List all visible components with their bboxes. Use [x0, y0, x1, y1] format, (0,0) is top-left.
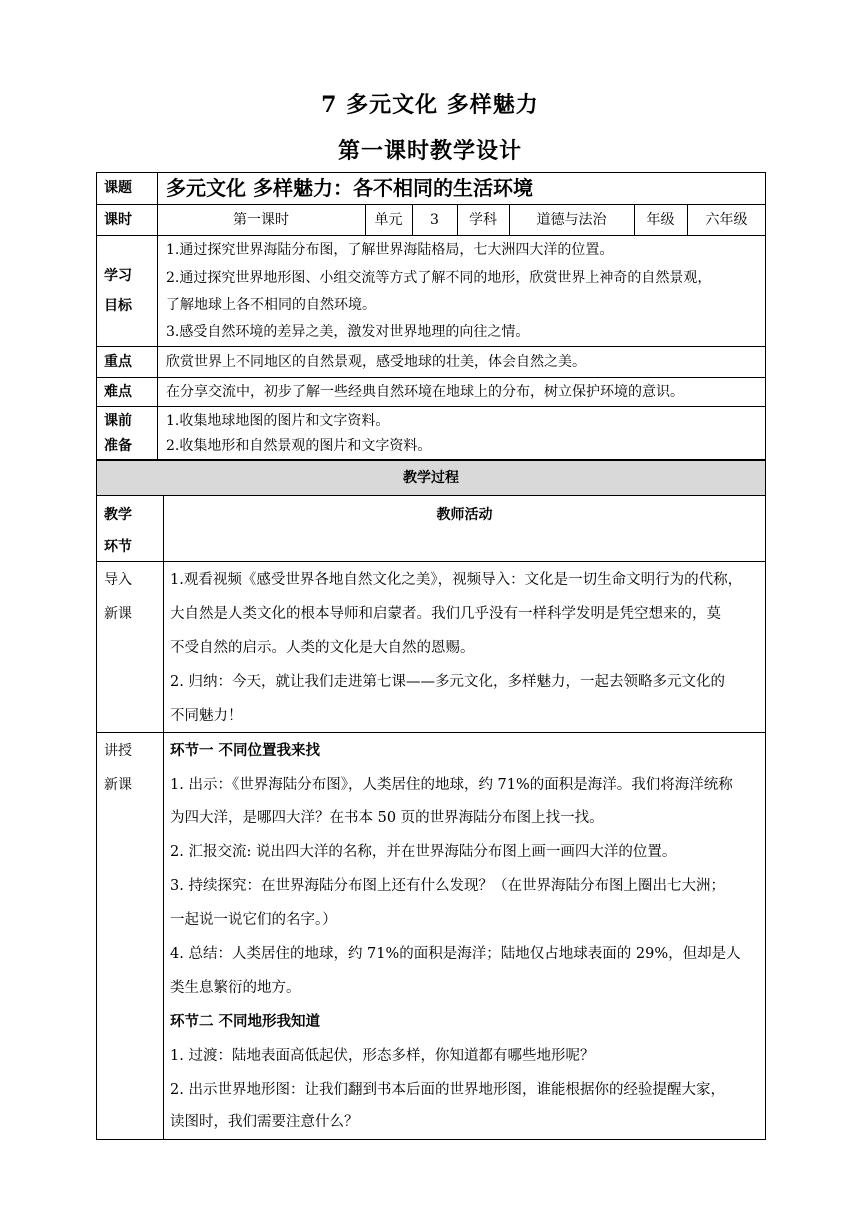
intro-line-4: 2. 归纳：今天，就让我们走进第七课——多元文化，多样魅力，一起去领略多元文化的 [170, 674, 725, 690]
intro-line-2: 大自然是人类文化的根本导师和启蒙者。我们几乎没有一样科学发明是凭空想来的，莫 [170, 606, 721, 622]
topic-label: 课题 [104, 180, 132, 196]
difficulty-label: 难点 [104, 384, 132, 400]
section1-title: 环节一 不同位置我来找 [170, 742, 321, 759]
goals-label-line2: 目标 [104, 298, 132, 314]
process-table [96, 460, 766, 1140]
section1-line-4: 3. 持续探究：在世界海陆分布图上还有什么发现？（在世界海陆分布图上圈出七大洲； [170, 878, 725, 894]
section2-line-3: 读图时，我们需要注意什么？ [170, 1114, 359, 1130]
key-value: 欣赏世界上不同地区的自然景观，感受地球的壮美，体会自然之美。 [166, 354, 586, 370]
section1-line-5: 一起说一说它们的名字。） [170, 912, 337, 928]
document-title: 7 多元文化 多样魅力 [321, 92, 539, 118]
period-label: 课时 [104, 212, 132, 228]
section1-line-1: 1. 出示：《世界海陆分布图》，人类居住的地球，约 71%的面积是海洋。我们将海洋统称 [170, 777, 733, 793]
grade-value: 六年级 [705, 212, 748, 228]
goal-item-2-cont: 了解地球上各不相同的自然环境。 [166, 297, 376, 313]
teach-label-line2: 新课 [104, 777, 132, 793]
document-subtitle: 第一课时教学设计 [337, 138, 522, 164]
goal-item-3: 3.感受自然环境的差异之美，激发对世界地理的向往之情。 [166, 324, 530, 340]
topic-value: 多元文化 多样魅力：各不相同的生活环境 [166, 176, 533, 200]
section1-line-6: 4. 总结：人类居住的地球，约 71%的面积是海洋；陆地仅占地球表面的 29%，但却是人 [170, 946, 741, 962]
grade-label: 年级 [646, 212, 675, 228]
prep-item-1: 1.收集地球地图的图片和文字资料。 [166, 413, 390, 429]
col-stage-line1: 教学 [104, 507, 132, 523]
goals-label-line1: 学习 [104, 268, 132, 284]
difficulty-value: 在分享交流中，初步了解一些经典自然环境在地球上的分布，树立保护环境的意识。 [166, 384, 684, 400]
goal-item-1: 1.通过探究世界海陆分布图，了解世界海陆格局，七大洲四大洋的位置。 [166, 242, 614, 258]
prep-item-2: 2.收集地形和自然景观的图片和文字资料。 [166, 438, 432, 454]
section2-title: 环节二 不同地形我知道 [170, 1013, 321, 1030]
intro-line-1: 1.观看视频《感受世界各地自然文化之美》，视频导入：文化是一切生命文明行为的代称， [170, 572, 743, 588]
intro-label-line1: 导入 [104, 572, 132, 588]
prep-label-line2: 准备 [104, 438, 132, 454]
intro-line-5: 不同魅力！ [170, 708, 243, 724]
key-label: 重点 [104, 354, 132, 370]
teach-label-line1: 讲授 [104, 743, 132, 759]
period-value: 第一课时 [233, 212, 289, 228]
intro-line-3: 不受自然的启示。人类的文化是大自然的恩赐。 [170, 640, 475, 656]
process-header: 教学过程 [403, 470, 459, 486]
intro-label-line2: 新课 [104, 606, 132, 622]
goal-item-2: 2.通过探究世界地形图、小组交流等方式了解不同的地形，欣赏世界上神奇的自然景观， [166, 270, 712, 286]
unit-label: 单元 [374, 212, 403, 228]
unit-value: 3 [430, 212, 439, 228]
section2-line-1: 1. 过渡：陆地表面高低起伏，形态多样，你知道都有哪些地形呢？ [170, 1048, 595, 1064]
section1-line-2: 为四大洋，是哪四大洋？在书本 50 页的世界海陆分布图上找一找。 [170, 810, 604, 826]
subject-label: 学科 [469, 212, 497, 228]
col-teacher: 教师活动 [436, 507, 493, 523]
col-stage-line2: 环节 [104, 539, 132, 555]
prep-label-line1: 课前 [104, 413, 132, 429]
section2-line-2: 2. 出示世界地形图：让我们翻到书本后面的世界地形图，谁能根据你的经验提醒大家， [170, 1082, 725, 1098]
subject-value: 道德与法治 [536, 212, 607, 228]
section1-line-3: 2. 汇报交流: 说出四大洋的名称，并在世界海陆分布图上画一画四大洋的位置。 [170, 844, 677, 860]
section1-line-7: 类生息繁衍的地方。 [170, 980, 301, 996]
